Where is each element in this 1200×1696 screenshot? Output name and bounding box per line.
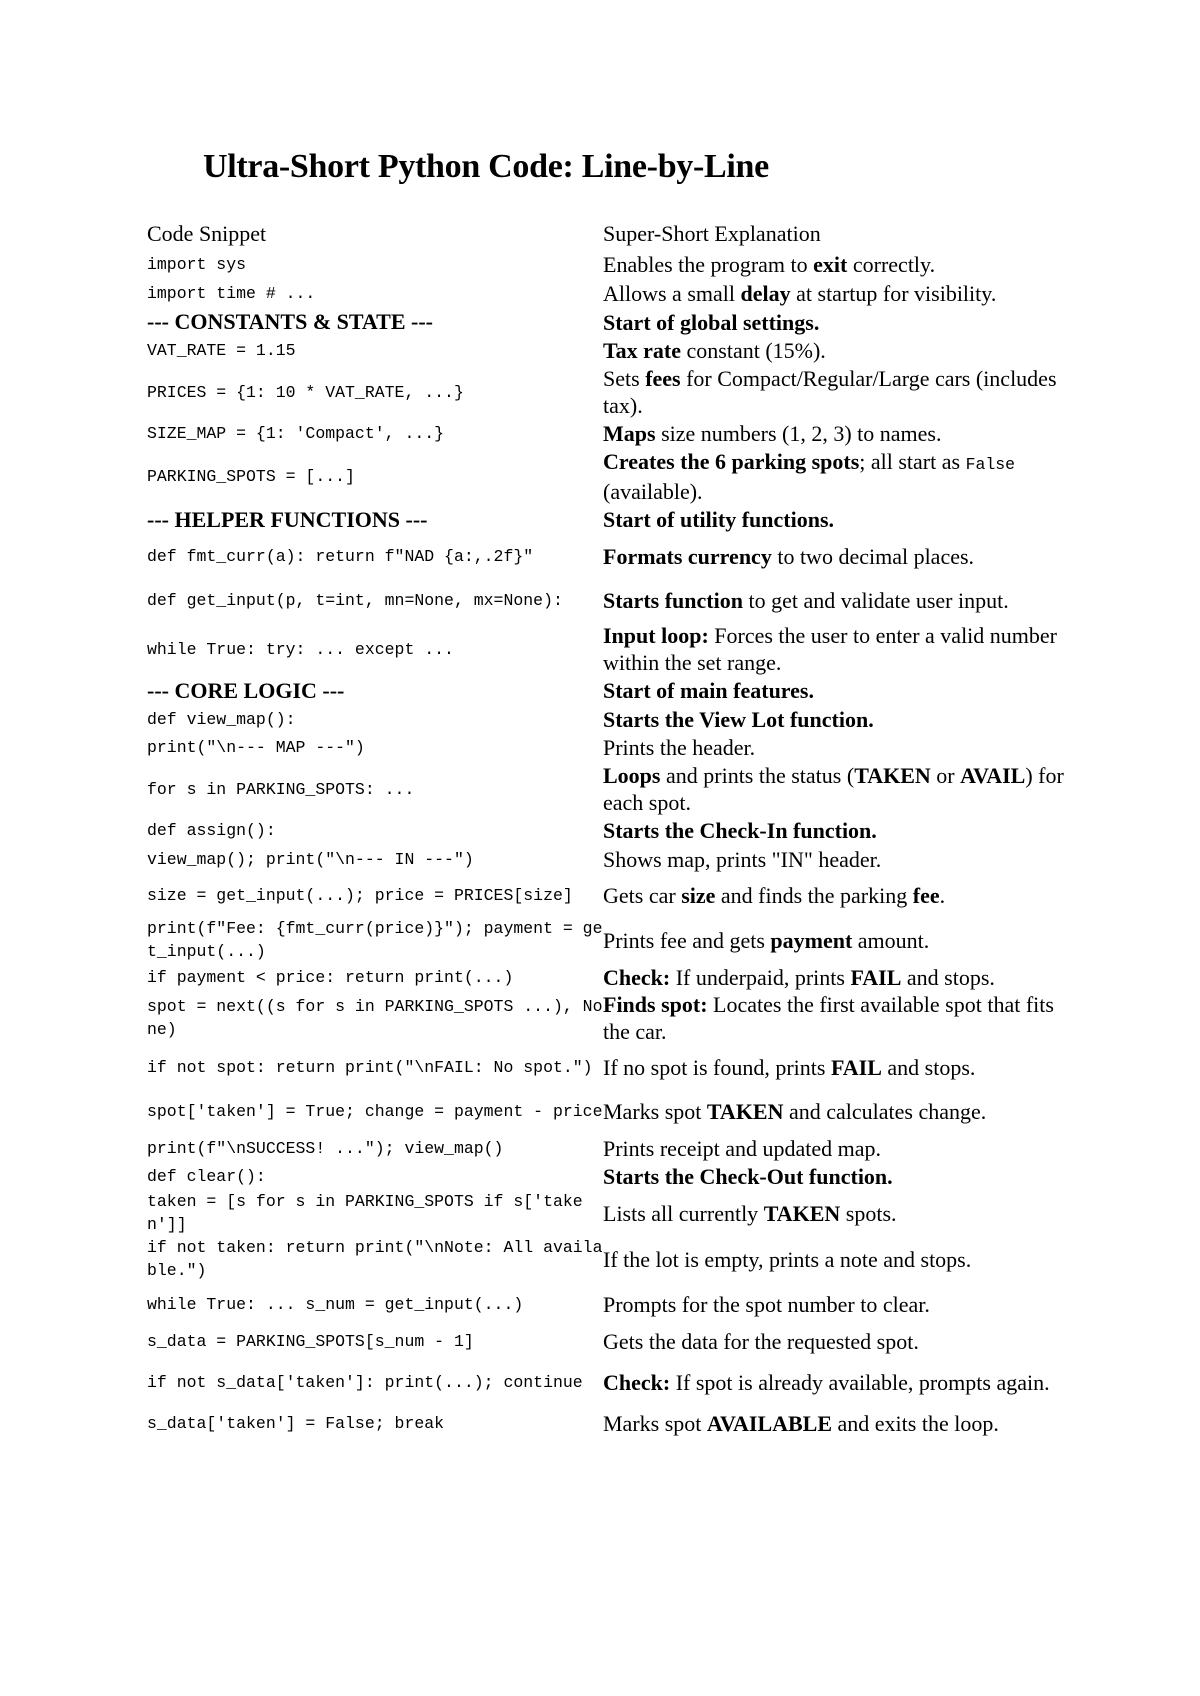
code-snippet-cell: def get_input(p, t=int, mn=None, mx=None): — [147, 590, 563, 610]
explanation-emphasis: Formats currency — [603, 543, 772, 569]
explanation-emphasis: Starts the Check-In function. — [603, 818, 877, 843]
explanation-text: and exits the loop. — [832, 1411, 999, 1436]
explanation-text: Shows map, prints "IN" header. — [603, 846, 882, 872]
header-code-snippet: Code Snippet — [147, 220, 267, 246]
table-row — [147, 845, 1067, 873]
explanation-text: Marks spot — [603, 1411, 707, 1436]
code-snippet-cell: def clear(): — [147, 1166, 266, 1186]
code-snippet-cell: if not s_data['taken']: print(...); continue — [147, 1373, 583, 1392]
explanation-emphasis: TAKEN — [706, 1099, 784, 1124]
explanation-text: Sets — [603, 366, 646, 391]
table-row — [147, 762, 1067, 816]
table-row — [147, 1045, 1067, 1089]
code-snippet-cell: PRICES = {1: 10 * VAT_RATE, ...} — [147, 382, 464, 402]
explanation-cell — [603, 917, 1067, 963]
table-row — [147, 578, 1067, 622]
explanation-text: for Compact/Regular/Large cars (includes tax). — [603, 366, 1057, 418]
explanation-emphasis: AVAIL — [960, 763, 1026, 788]
explanation-text: correctly. — [847, 252, 936, 277]
page-title: Ultra-Short Python Code: Line-by-Line — [203, 148, 769, 185]
table-row — [147, 419, 1067, 448]
explanation-text: Lists all currently — [603, 1200, 764, 1226]
explanation-text: or — [930, 763, 961, 788]
explanation-text: Locates the first available spot that fits the car. — [603, 992, 1054, 1044]
explanation-cell — [603, 279, 1067, 308]
explanation-text: constant (15%). — [681, 338, 826, 363]
explanation-text: and stops. — [881, 1054, 976, 1080]
explanation-emphasis: Maps — [603, 421, 656, 446]
explanation-text: Prints fee and gets — [603, 927, 771, 953]
explanation-cell — [603, 733, 1067, 762]
explanation-text: Enables the program to — [603, 252, 814, 277]
explanation-emphasis: fee — [912, 882, 940, 908]
code-snippet-cell: spot['taken'] = True; change = payment - price — [147, 1102, 603, 1121]
explanation-emphasis: fees — [645, 366, 681, 391]
table-row — [147, 1327, 1067, 1356]
code-snippet-cell: import time # ... — [147, 284, 316, 303]
code-snippet-cell: print(f"\nSUCCESS! ..."); view_map() — [147, 1138, 504, 1158]
explanation-cell — [603, 762, 1067, 816]
code-snippet-cell: spot = next((s for s in PARKING_SPOTS ...), None) — [147, 997, 603, 1039]
explanation-text: If no spot is found, prints — [603, 1054, 831, 1080]
code-snippet-cell: import sys — [147, 255, 247, 274]
table-row — [147, 1190, 1067, 1236]
explanation-cell — [603, 419, 1067, 448]
table-row — [147, 1409, 1067, 1438]
explanation-text: and calculates change. — [783, 1099, 987, 1124]
code-snippet-cell: taken = [s for s in PARKING_SPOTS if s['taken']] — [147, 1192, 583, 1234]
explanation-emphasis: exit — [813, 252, 848, 277]
code-snippet-cell: PARKING_SPOTS = [...] — [147, 467, 355, 486]
explanation-text: Allows a small — [603, 281, 741, 306]
explanation-cell — [603, 1236, 1067, 1282]
table-row — [147, 1282, 1067, 1327]
table-row — [147, 250, 1067, 279]
explanation-text: amount. — [852, 927, 930, 953]
explanation-emphasis: Start of main features. — [603, 678, 814, 703]
explanation-text: . — [939, 882, 946, 908]
explanation-emphasis: Start of utility functions. — [603, 507, 834, 532]
table-row — [147, 1162, 1067, 1190]
table-row — [147, 873, 1067, 917]
code-snippet-cell: s_data['taken'] = False; break — [147, 1414, 445, 1433]
explanation-text: size numbers (1, 2, 3) to names. — [655, 421, 942, 446]
code-snippet-cell: for s in PARKING_SPOTS: ... — [147, 779, 415, 799]
explanation-emphasis: Finds spot: — [603, 992, 708, 1017]
code-snippet-cell: def view_map(): — [147, 709, 296, 729]
section-divider-label: --- CORE LOGIC --- — [147, 677, 345, 703]
explanation-text: Marks spot — [603, 1099, 707, 1124]
explanation-emphasis: Loops — [603, 763, 661, 788]
code-snippet-cell: s_data = PARKING_SPOTS[s_num - 1] — [147, 1332, 474, 1351]
explanation-emphasis: Creates the 6 parking spots — [603, 449, 860, 474]
explanation-text: and stops. — [901, 964, 995, 990]
explanation-emphasis: Tax rate — [603, 338, 682, 363]
explanation-cell — [603, 873, 1067, 917]
code-snippet-cell: if not spot: return print("\nFAIL: No spot.") — [147, 1057, 593, 1077]
explanation-text: and finds the parking — [715, 882, 913, 908]
explanation-text: If the lot is empty, prints a note and stops. — [603, 1246, 972, 1272]
table-row — [147, 1236, 1067, 1282]
explanation-text: ) for each spot. — [603, 763, 1064, 815]
explanation-text: If underpaid, prints — [670, 964, 851, 990]
explanation-text: ; all start as — [859, 449, 966, 474]
code-snippet-cell: SIZE_MAP = {1: 'Compact', ...} — [147, 424, 445, 443]
table-row — [147, 733, 1067, 762]
explanation-cell — [603, 308, 1067, 336]
explanation-emphasis: Start of global settings. — [603, 309, 820, 335]
table-row — [147, 308, 1067, 336]
explanation-text: If spot is already available, prompts again. — [670, 1370, 1050, 1395]
explanation-emphasis: Check: — [603, 964, 671, 990]
table-row — [147, 1356, 1067, 1409]
explanation-text: to get and validate user input. — [742, 587, 1009, 613]
explanation-emphasis: Check: — [603, 1370, 671, 1395]
table-row — [147, 279, 1067, 308]
explanation-cell — [603, 676, 1067, 705]
explanation-emphasis: FAIL — [850, 964, 902, 990]
explanation-emphasis: Input loop: — [603, 623, 709, 648]
table-row — [147, 816, 1067, 845]
explanation-cell — [603, 963, 1067, 991]
explanation-emphasis: TAKEN — [854, 763, 931, 788]
explanation-text: at startup for visibility. — [790, 281, 997, 306]
table-row — [147, 336, 1067, 365]
explanation-cell — [603, 816, 1067, 845]
explanation-emphasis: delay — [740, 281, 791, 306]
explanation-cell — [603, 1282, 1067, 1327]
table-header-row — [147, 217, 1067, 250]
code-snippet-cell: def assign(): — [147, 821, 276, 840]
explanation-text: spots. — [840, 1200, 897, 1226]
explanation-text: to two decimal places. — [771, 543, 975, 569]
explanation-cell — [603, 845, 1067, 873]
explanation-text: Prompts for the spot number to clear. — [603, 1292, 930, 1317]
explanation-cell — [603, 1089, 1067, 1134]
code-snippet-cell: def fmt_curr(a): return f"NAD {a:,.2f}" — [147, 546, 534, 566]
header-explanation: Super-Short Explanation — [603, 220, 821, 246]
explanation-emphasis: size — [681, 882, 716, 908]
explanation-emphasis: payment — [770, 927, 853, 953]
explanation-cell — [603, 705, 1067, 733]
code-snippet-cell: VAT_RATE = 1.15 — [147, 341, 296, 360]
explanation-cell — [603, 1327, 1067, 1356]
explanation-text: (available). — [603, 479, 703, 504]
explanation-cell — [603, 578, 1067, 622]
explanation-cell — [603, 622, 1067, 676]
code-snippet-cell: while True: try: ... except ... — [147, 639, 454, 659]
explanation-text: Prints receipt and updated map. — [603, 1135, 881, 1161]
table-row — [147, 676, 1067, 705]
code-snippet-cell: while True: ... s_num = get_input(...) — [147, 1295, 524, 1314]
table-row — [147, 991, 1067, 1045]
explanation-cell — [603, 991, 1067, 1045]
explanation-text: Gets car — [603, 882, 682, 908]
explanation-cell — [603, 250, 1067, 279]
explanation-text: Gets the data for the requested spot. — [603, 1329, 919, 1354]
table-row — [147, 534, 1067, 578]
code-snippet-cell: print(f"Fee: {fmt_curr(price)}"); payment = get_input(...) — [147, 919, 603, 961]
explanation-cell — [603, 365, 1067, 419]
explanation-text: Forces the user to enter a valid number within the set range. — [603, 623, 1057, 675]
table-row — [147, 917, 1067, 963]
table-row — [147, 448, 1067, 505]
code-snippet-cell: if not taken: return print("\nNote: All available.") — [147, 1238, 603, 1280]
explanation-cell — [603, 1356, 1067, 1409]
table-row — [147, 1089, 1067, 1134]
code-explanation-table — [147, 217, 1067, 1438]
explanation-cell — [603, 1409, 1067, 1438]
explanation-emphasis: Starts the View Lot function. — [603, 706, 874, 732]
explanation-emphasis: FAIL — [830, 1054, 882, 1080]
explanation-text: and prints the status ( — [660, 763, 855, 788]
table-row — [147, 505, 1067, 534]
explanation-cell — [603, 1134, 1067, 1162]
explanation-cell — [603, 505, 1067, 534]
code-snippet-cell: view_map(); print("\n--- IN ---") — [147, 849, 474, 869]
explanation-inline-code: False — [965, 455, 1016, 474]
table-row — [147, 365, 1067, 419]
explanation-cell — [603, 1045, 1067, 1089]
explanation-cell — [603, 448, 1067, 505]
code-snippet-cell: size = get_input(...); price = PRICES[size] — [147, 885, 573, 905]
table-row — [147, 963, 1067, 991]
explanation-cell — [603, 1162, 1067, 1190]
section-divider-label: --- CONSTANTS & STATE --- — [147, 309, 434, 334]
explanation-emphasis: AVAILABLE — [706, 1411, 833, 1436]
explanation-cell — [603, 1190, 1067, 1236]
table-row — [147, 705, 1067, 733]
section-divider-label: --- HELPER FUNCTIONS --- — [147, 506, 428, 532]
explanation-cell — [603, 336, 1067, 365]
table-row — [147, 622, 1067, 676]
code-snippet-cell: if payment < price: return print(...) — [147, 967, 514, 987]
explanation-emphasis: TAKEN — [763, 1200, 841, 1226]
table-row — [147, 1134, 1067, 1162]
explanation-text: Prints the header. — [603, 735, 756, 760]
explanation-cell — [603, 534, 1067, 578]
explanation-emphasis: Starts function — [603, 587, 743, 613]
explanation-emphasis: Starts the Check-Out function. — [603, 1163, 893, 1189]
code-snippet-cell: print("\n--- MAP ---") — [147, 738, 365, 757]
